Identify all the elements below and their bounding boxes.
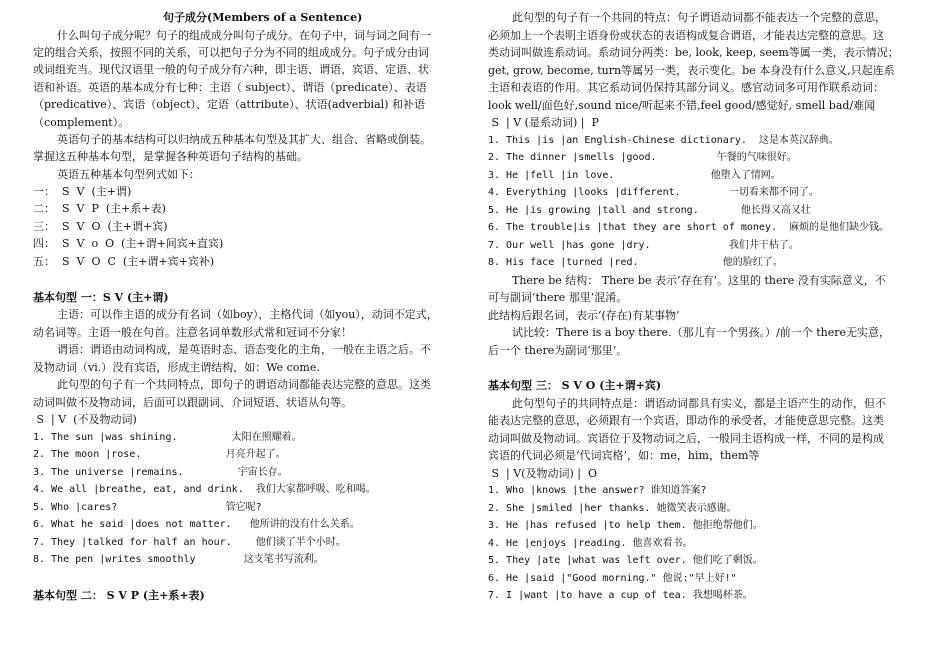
- right-line-16: 可与副词‘there 那里’混淆。: [488, 291, 628, 304]
- left-line-26: 4. We all |breathe, eat, and drink. 我们大家都呼吸、吃和喝。: [33, 484, 376, 495]
- right-line-28: 3. He |has refused |to help them. 他拒绝帮他们。: [488, 520, 763, 531]
- right-line-27: 2. She |smiled |her thanks. 她微笑表示感谢。: [488, 503, 737, 514]
- right-line-24: 宾语的代词必须是‘代词宾格’，如：me，him，them等: [488, 449, 760, 462]
- left-line-18: 谓语：谓语由动词构成，是英语时态、语态变化的主角，一般在主语之后。不: [57, 343, 431, 356]
- left-line-9: 英语五种基本句型列式如下：: [57, 168, 200, 181]
- right-line-26: 1. Who |knows |the answer? 谁知道答案?: [488, 485, 707, 496]
- left-line-17: 动名词等。主语一般在句首。注意名词单数形式常和冠词不分家！: [33, 326, 352, 339]
- left-line-0: 句子成分(Members of a Sentence): [163, 11, 363, 24]
- left-column: [33, 0, 473, 672]
- right-line-11: 5. He |is growing |tall and strong. 他长得又高又壮: [488, 205, 811, 216]
- right-line-21: 此句型句子的共同特点是：谓语动词都具有实义，都是主语产生的动作，但不: [512, 397, 886, 410]
- right-line-15: There be 结构： There be 表示‘存在有’。这里的 there 没有实际意义，不: [512, 274, 886, 287]
- right-line-25: S | V(及物动词) | O: [488, 467, 597, 480]
- right-line-12: 6. The trouble|is |that they are short of money. 麻烦的是他们缺少钱。: [488, 222, 890, 233]
- left-line-25: 3. The universe |remains. 宇宙长存。: [33, 467, 288, 478]
- left-line-6: （complement）。: [33, 116, 130, 129]
- left-line-11: 二： S V P (主+系+表): [33, 202, 166, 215]
- right-line-2: 类动词叫做连系动词。系动词分两类：be, look, keep, seem等属一类，表示情况；: [488, 46, 899, 59]
- right-line-14: 8. His face |turned |red. 他的脸红了。: [488, 257, 783, 268]
- left-line-10: 一： S V (主+谓): [33, 185, 132, 198]
- left-line-13: 四： S V o O (主+谓+间宾+直宾): [33, 237, 224, 250]
- right-line-22: 能表达完整的意思，必须跟有一个宾语，即动作的承受者，才能使意思完整。这类: [488, 414, 884, 427]
- right-line-13: 7. Our well |has gone |dry. 我们井干枯了。: [488, 240, 799, 251]
- left-line-4: 语和补语。英语的基本成分有七种：主语（ subject）、谓语（predicate）、表语: [33, 81, 427, 94]
- left-line-15: 基本句型 一：S V (主+谓): [33, 291, 169, 304]
- right-line-5: look well/面色好,sound nice/听起来不错,feel good/感觉好, smell bad/难闻: [488, 99, 876, 112]
- left-line-14: 五： S V O C (主+谓+宾+宾补): [33, 255, 215, 268]
- right-line-17: 此结构后跟名词，表示‘(存在)有某事物’: [488, 309, 680, 322]
- right-line-7: 1. This |is |an English-Chinese dictionary. 这是本英汉辞典。: [488, 135, 839, 146]
- left-line-28: 6. What he said |does not matter. 他所讲的没有什么关系。: [33, 519, 360, 530]
- right-line-19: 后一个 there为副词‘那里’。: [488, 344, 628, 357]
- left-line-3: 或词组充当。现代汉语里一般的句子成分有六种，即主语、谓语、宾语、定语、状: [33, 63, 429, 76]
- left-line-7: 英语句子的基本结构可以归纳成五种基本句型及其扩大、组合、省略或倒装。: [57, 133, 431, 146]
- left-line-16: 主语：可以作主语的成分有名词（如boy），主格代词（如you），动词不定式，: [57, 308, 438, 321]
- left-line-22: S | V (不及物动词): [33, 413, 137, 426]
- right-line-20: 基本句型 三： S V O (主+谓+宾): [488, 379, 662, 392]
- right-line-10: 4. Everything |looks |different. 一切看来都不同了。: [488, 187, 819, 198]
- right-column: [488, 0, 928, 672]
- left-line-1: 什么叫句子成分呢？句子的组成成分叫句子成分。在句子中，词与词之间有一: [57, 29, 431, 42]
- right-line-1: 必须加上一个表明主语身份或状态的表语构成复合谓语，才能表达完整的意思。这: [488, 29, 884, 42]
- left-line-29: 7. They |talked for half an hour. 他们谈了半个小时。: [33, 537, 346, 548]
- left-line-31: 基本句型 二： S V P (主+系+表): [33, 589, 205, 602]
- left-line-23: 1. The sun |was shining. 太阳在照耀着。: [33, 432, 302, 443]
- right-line-6: S | V (是系动词) | P: [488, 116, 599, 129]
- left-line-20: 此句型的句子有一个共同特点，即句子的谓语动词都能表达完整的意思。这类: [57, 378, 431, 391]
- right-line-29: 4. He |enjoys |reading. 他喜欢看书。: [488, 538, 693, 549]
- left-line-12: 三： S V O (主+谓+宾): [33, 220, 168, 233]
- right-line-9: 3. He |fell |in love. 他堕入了情网。: [488, 170, 781, 181]
- left-line-30: 8. The pen |writes smoothly 这支笔书写流利。: [33, 554, 324, 565]
- right-line-18: 试比较：There is a boy there.（那儿有一个男孩。）/前一个 there无实意，: [512, 326, 891, 339]
- left-line-27: 5. Who |cares? 管它呢?: [33, 502, 262, 513]
- left-line-5: （predicative）、宾语（object）、定语（attribute）、状语(adverbial) 和补语: [33, 98, 425, 111]
- right-line-32: 7. I |want |to have a cup of tea. 我想喝杯茶。: [488, 590, 753, 601]
- left-line-8: 掌握这五种基本句型，是掌握各种英语句子结构的基础。: [33, 150, 308, 163]
- right-line-8: 2. The dinner |smells |good. 午餐的气味很好。: [488, 152, 797, 163]
- left-line-2: 定的组合关系，按照不同的关系，可以把句子分为不同的组成成分。句子成分由词: [33, 46, 429, 59]
- right-line-0: 此句型的句子有一个共同的特点：句子谓语动词都不能表达一个完整的意思，: [512, 11, 886, 24]
- right-line-4: 主语和表语的作用。其它系动词仍保持其部分词义。感官动词多可用作联系动词：: [488, 81, 884, 94]
- left-line-21: 动词叫做不及物动词，后面可以跟副词、介词短语、状语从句等。: [33, 396, 352, 409]
- right-line-3: get, grow, become, turn等属另一类，表示变化。be 本身没有什么意义,只起连系: [488, 64, 895, 77]
- left-line-24: 2. The moon |rose. 月亮升起了。: [33, 449, 286, 460]
- left-line-19: 及物动词（vi.）没有宾语，形成主谓结构，如：We come.: [33, 361, 320, 374]
- right-line-31: 6. He |said |"Good morning." 他说:"早上好!": [488, 573, 737, 584]
- right-line-23: 动词叫做及物动词。宾语位于及物动词之后，一般同主语构成一样，不同的是构成: [488, 432, 884, 445]
- right-line-30: 5. They |ate |what was left over. 他们吃了剩饭。: [488, 555, 763, 566]
